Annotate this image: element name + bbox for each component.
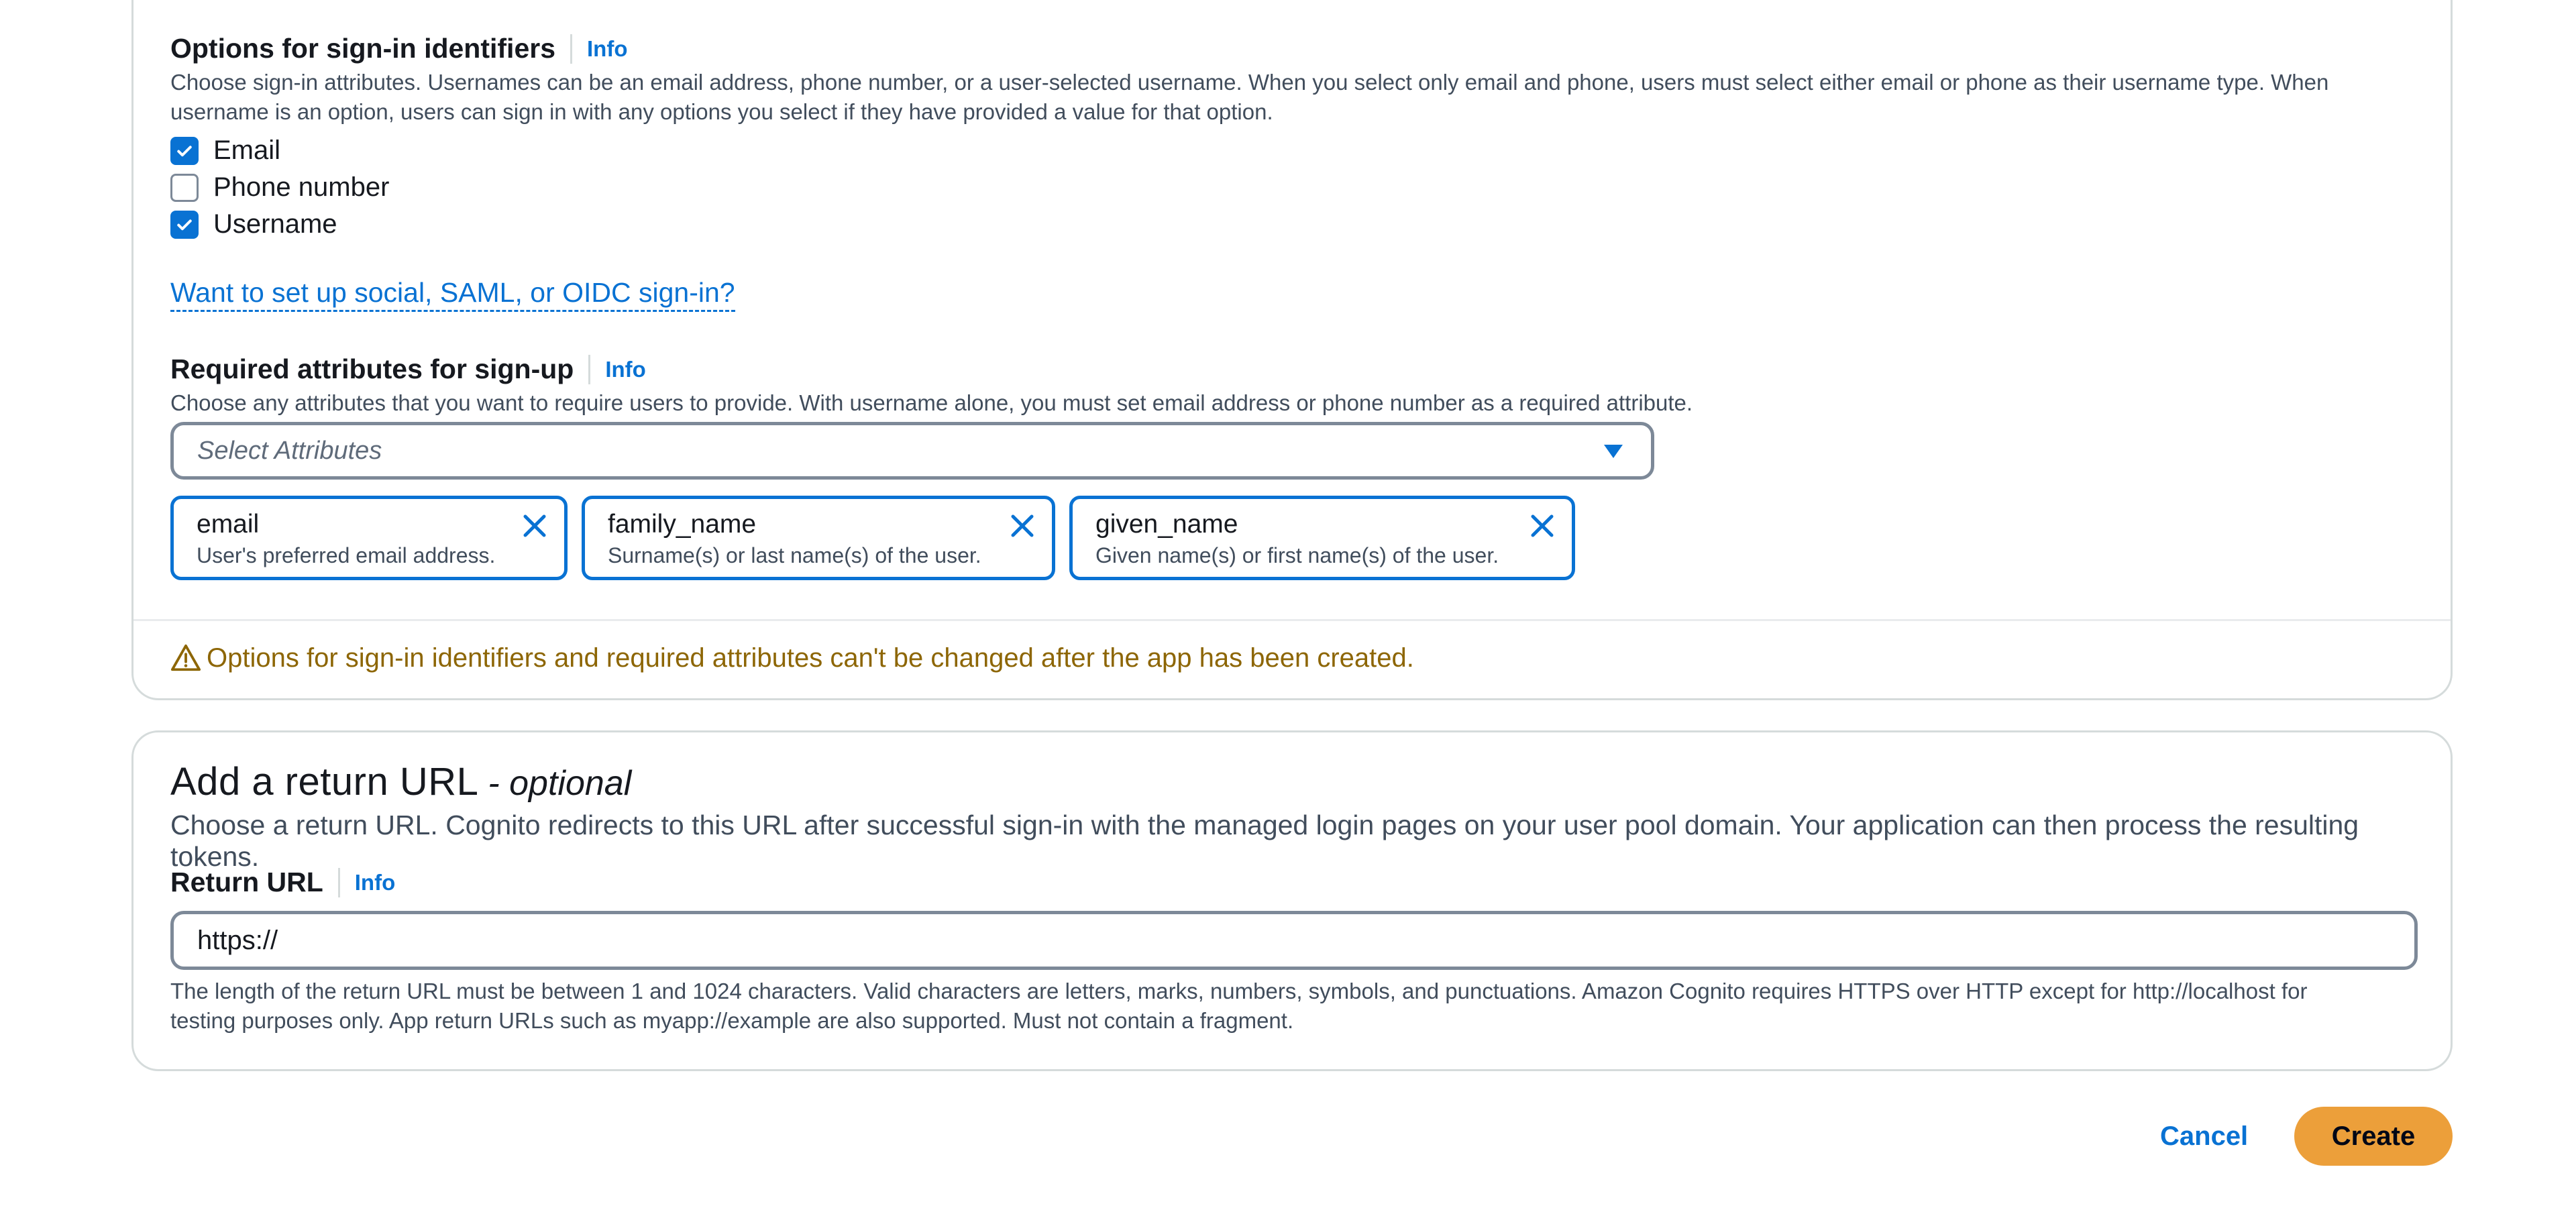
panel-divider — [133, 619, 2451, 621]
close-icon[interactable] — [1009, 512, 1036, 539]
return-url-help-line1: The length of the return URL must be between 1 and 1024 characters. Valid characters are letters, marks, numbers, symbols, and punctuations. Amazon Cognito requires HTTPS over HTTP except for http://localhost for — [170, 979, 2308, 1003]
checkbox-email[interactable] — [170, 137, 199, 165]
sign-in-identifiers-label: Options for sign-in identifiers — [170, 33, 555, 64]
checkbox-phone-row[interactable] — [170, 172, 389, 203]
return-url-input[interactable]: https:// — [170, 911, 2418, 970]
token-given-name-name: given_name — [1095, 510, 1238, 539]
checkbox-username-row[interactable] — [170, 209, 337, 239]
social-saml-oidc-link[interactable]: Want to set up social, SAML, or OIDC sign-in? — [170, 277, 735, 312]
cancel-button[interactable]: Cancel — [2160, 1121, 2249, 1151]
info-separator — [570, 34, 572, 64]
info-separator — [588, 355, 590, 384]
token-given-name — [1069, 496, 1575, 580]
token-email-name: email — [197, 510, 260, 539]
return-url-info-link[interactable]: Info — [354, 869, 396, 895]
token-email — [170, 496, 568, 580]
check-icon — [174, 215, 195, 235]
warning-icon — [170, 643, 201, 673]
warning-text: Options for sign-in identifiers and required attributes can't be changed after the app has been created. — [207, 643, 1414, 673]
required-attributes-label: Required attributes for sign-up — [170, 353, 574, 384]
required-attributes-description: Choose any attributes that you want to require users to provide. With username alone, you must set email address or phone number as a required attribute. — [170, 390, 1693, 415]
return-url-description: Choose a return URL. Cognito redirects to this URL after successful sign-in with the managed login pages on your user pool domain. Your application can then process the resulting tokens. — [170, 810, 2359, 872]
checkbox-phone-number-label: Phone number — [213, 172, 390, 202]
sign-in-identifiers-description-line1: Choose sign-in attributes. Usernames can be an email address, phone number, or a user-selected username. When you select only email and phone, users must select either email or phone as their username type. When — [170, 70, 2329, 95]
return-url-panel — [131, 730, 2453, 1071]
attribute-tokens — [170, 496, 1713, 583]
sign-in-identifiers-description-line2: username is an option, users can sign in with any options you select if they have provided a value for that option. — [170, 99, 1273, 124]
return-url-help-line2: testing purposes only. App return URLs such as myapp://example are also supported. Must not contain a fragment. — [170, 1008, 1294, 1033]
select-attributes-dropdown[interactable] — [170, 422, 1654, 480]
token-family-name-description: Surname(s) or last name(s) of the user. — [608, 543, 981, 567]
token-given-name-description: Given name(s) or first name(s) of the user. — [1095, 543, 1499, 567]
checkbox-phone-number[interactable] — [170, 174, 199, 202]
return-url-label-row — [170, 867, 395, 898]
close-icon[interactable] — [521, 512, 548, 539]
checkbox-email-row[interactable] — [170, 135, 280, 166]
check-icon — [174, 141, 195, 161]
sign-in-identifiers-info-link[interactable]: Info — [587, 36, 628, 61]
required-attributes-info-link[interactable]: Info — [605, 356, 646, 382]
checkbox-username-label: Username — [213, 209, 337, 239]
required-attributes-label-row — [170, 353, 646, 385]
close-icon[interactable] — [1529, 512, 1556, 539]
return-url-title — [170, 759, 631, 804]
return-url-optional: - optional — [488, 764, 632, 803]
sign-in-identifiers-label-row — [170, 33, 627, 64]
select-attributes-placeholder: Select Attributes — [197, 436, 382, 465]
warning-alert — [170, 643, 1414, 673]
return-url-label: Return URL — [170, 867, 323, 897]
checkbox-username[interactable] — [170, 211, 199, 239]
create-button[interactable]: Create — [2294, 1107, 2453, 1166]
caret-down-icon — [1603, 443, 1624, 460]
info-separator — [338, 868, 340, 897]
token-email-description: User's preferred email address. — [197, 543, 496, 567]
token-family-name-name: family_name — [608, 510, 757, 539]
return-url-title-text: Add a return URL — [170, 760, 479, 804]
sign-in-options-panel — [131, 0, 2453, 700]
checkbox-email-label: Email — [213, 135, 281, 165]
token-family-name — [582, 496, 1055, 580]
